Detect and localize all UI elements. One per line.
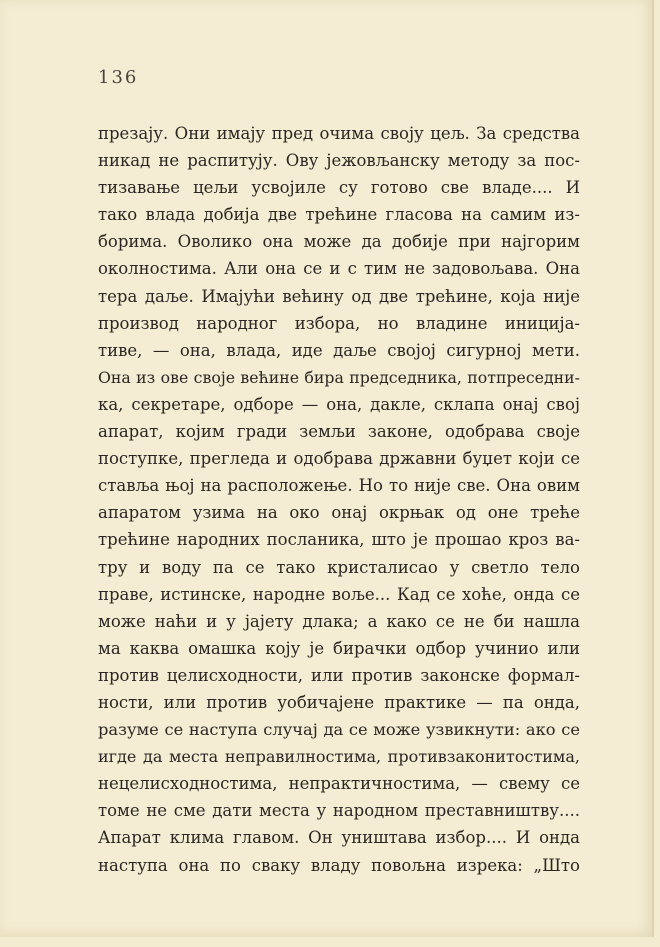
text-line: околностима. Али она се и с тим не задовољава. Она — [98, 259, 580, 279]
text-line: производ народног избора, но владине иниција- — [98, 313, 580, 333]
text-line: ности, или против уобичајене практике — па онда, — [98, 692, 580, 712]
text-line: наступа она по сваку владу повољна изрека: „Што — [98, 855, 580, 875]
text-line: Она из ове своје већине бира председника, потпреседни- — [98, 367, 580, 387]
text-line: игде да места неправилностима, противзаконитостима, — [98, 747, 580, 767]
text-line: томе не сме дати места у народном преставништву.... — [98, 801, 580, 821]
text-line: ка, секретаре, одборе — она, дакле, склапа онај свој — [98, 394, 580, 414]
page-number: 136 — [98, 67, 139, 88]
text-line: тизавање цељи усвојиле су готово све владе.... И — [98, 178, 580, 198]
text-line: никад не распитују. Ову јежовљанску методу за пос- — [98, 151, 580, 171]
body-text — [98, 120, 580, 879]
text-line: против целисходности, или против законске формал- — [98, 665, 580, 685]
text-line: презају. Они имају пред очима своју цељ. За средства — [98, 124, 580, 143]
text-line: ставља њој на расположење. Но то није све. Она овим — [98, 476, 580, 496]
text-line: Апарат клима главом. Он уништава избор.... И онда — [98, 828, 580, 848]
text-line: може наћи и у јајету длака; а како се не би нашла — [98, 611, 580, 631]
text-line: тера даље. Имајући већину од две трећине, која није — [98, 286, 580, 306]
text-line: праве, истинске, народне воље... Кад се хоће, онда се — [98, 584, 580, 604]
text-line: нецелисходностима, непрактичностима, — свему се — [98, 774, 580, 794]
text-line: тиве, — она, влада, иде даље својој сигурној мети. — [98, 340, 580, 360]
text-line: апаратом узима на око онај окрњак од оне треће — [98, 503, 580, 523]
text-line: тру и воду па се тако кристалисао у светло тело — [98, 557, 580, 577]
text-line: трећине народних посланика, што је прошао кроз ва- — [98, 530, 580, 550]
text-line: поступке, прегледа и одобрава државни буџет који се — [98, 449, 580, 469]
text-line: борима. Оволико она може да добије при најгорим — [98, 232, 580, 252]
text-line: разуме се наступа случај да се може узвикнути: ако се — [98, 720, 580, 740]
text-line: ма каква омашка коју је бирачки одбор учинио или — [98, 638, 580, 658]
text-line: апарат, којим гради земљи законе, одобрава своје — [98, 422, 580, 442]
text-line: тако влада добија две трећине гласова на самим из- — [98, 205, 580, 225]
